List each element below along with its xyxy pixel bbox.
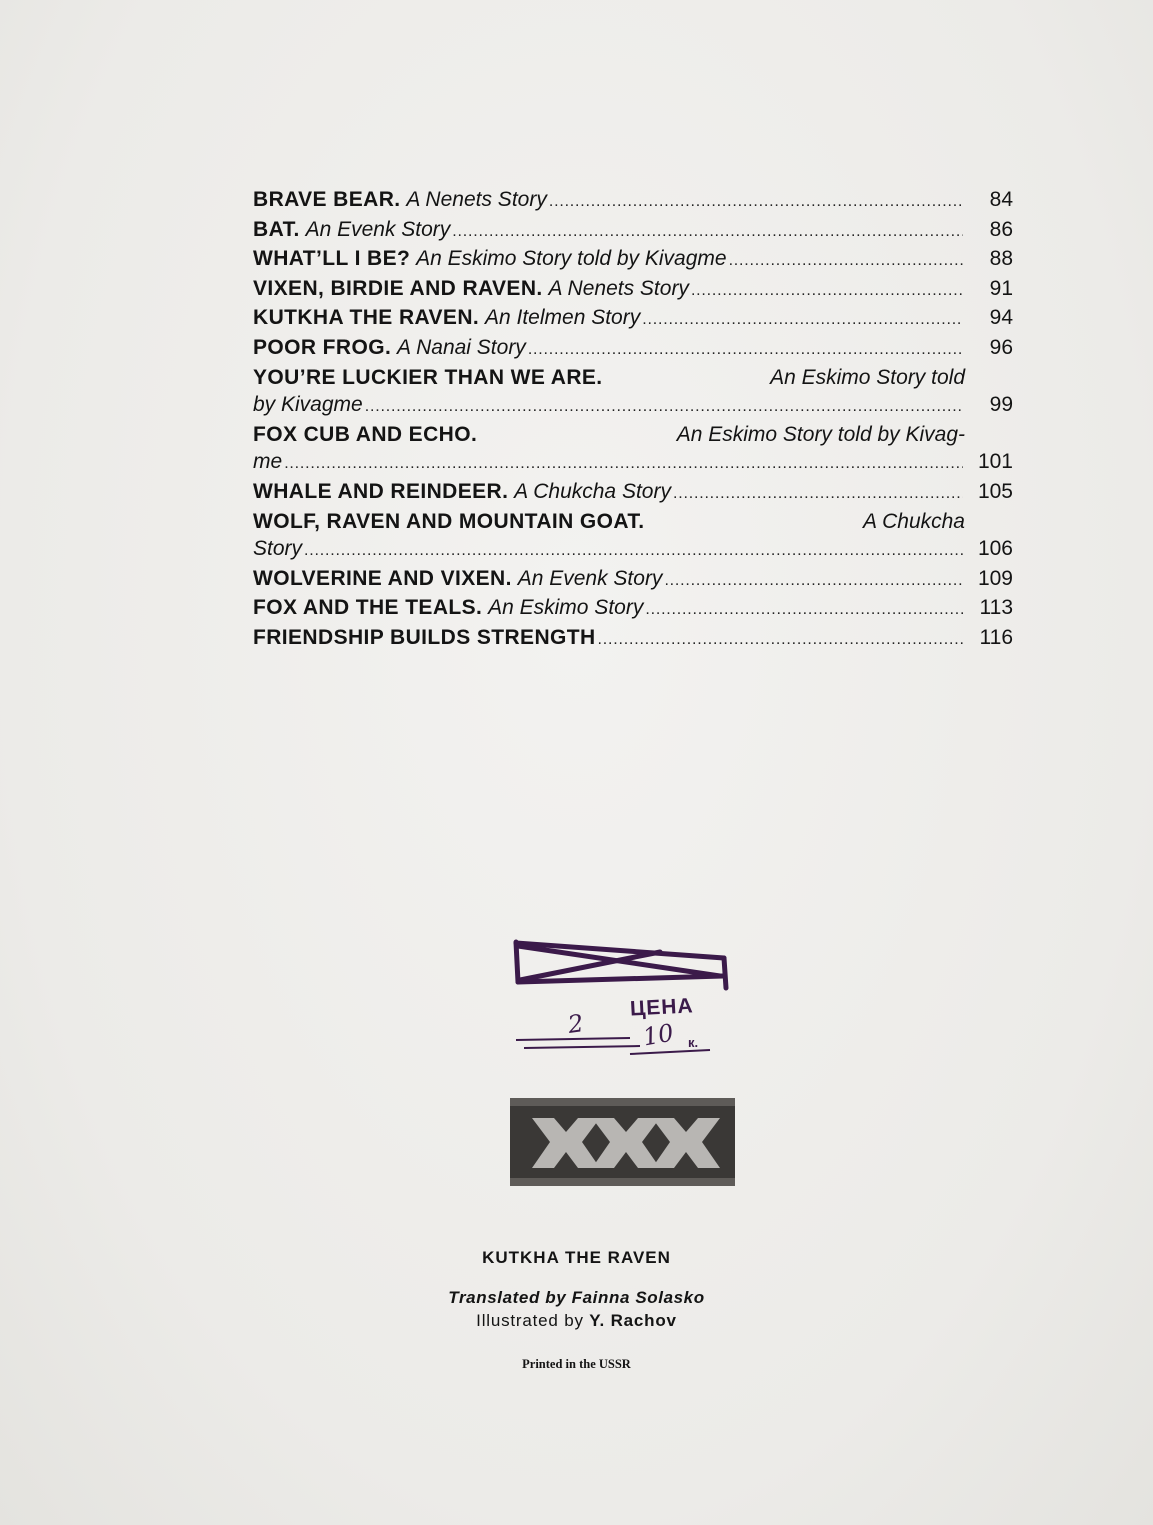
toc-subtitle: An Eskimo Story told bbox=[770, 365, 965, 389]
dot-leader bbox=[673, 480, 963, 508]
toc-title: BAT. bbox=[253, 217, 300, 241]
dot-leader bbox=[642, 306, 963, 334]
toc-subtitle: A Chukcha bbox=[863, 509, 965, 533]
toc-title: FRIENDSHIP BUILDS STRENGTH bbox=[253, 625, 596, 649]
toc-subtitle-continued: by Kivagme bbox=[253, 393, 363, 417]
book-title: KUTKHA THE RAVEN bbox=[482, 1248, 671, 1267]
toc-page-number: 105 bbox=[977, 479, 1013, 503]
table-of-contents bbox=[253, 186, 1013, 654]
toc-title: WOLVERINE AND VIXEN. bbox=[253, 566, 512, 590]
dot-leader bbox=[645, 596, 963, 624]
translator-credit: Translated by Fainna Solasko bbox=[448, 1288, 705, 1307]
toc-entry bbox=[253, 565, 1013, 595]
toc-title: YOU’RE LUCKIER THAN WE ARE. bbox=[253, 365, 603, 389]
toc-entry bbox=[253, 624, 1013, 654]
toc-page-number: 86 bbox=[989, 217, 1013, 241]
dot-leader bbox=[528, 336, 963, 364]
dot-leader bbox=[691, 277, 963, 305]
price-label: ЦЕНА bbox=[629, 994, 695, 1021]
price-stamp-frame bbox=[510, 938, 735, 1068]
toc-title: WHALE AND REINDEER. bbox=[253, 479, 509, 503]
dot-leader bbox=[729, 247, 963, 275]
toc-entry bbox=[253, 245, 1013, 275]
toc-subtitle: An Evenk Story bbox=[517, 566, 663, 590]
toc-subtitle: An Itelmen Story bbox=[484, 306, 641, 330]
toc-entry bbox=[253, 334, 1013, 364]
toc-page-number: 116 bbox=[979, 625, 1013, 649]
kopeck-unit: к. bbox=[688, 1035, 699, 1050]
toc-title: WHAT’LL I BE? bbox=[253, 247, 411, 271]
dot-leader bbox=[304, 537, 963, 565]
toc-page-number: 101 bbox=[977, 450, 1013, 474]
dot-leader bbox=[549, 188, 963, 216]
toc-page-number: 91 bbox=[989, 276, 1013, 300]
toc-title: POOR FROG. bbox=[253, 335, 392, 359]
toc-page-number: 88 bbox=[989, 247, 1013, 271]
dot-leader bbox=[452, 218, 963, 246]
toc-subtitle: A Chukcha Story bbox=[514, 479, 671, 503]
toc-entry bbox=[253, 304, 1013, 334]
toc-entry bbox=[253, 186, 1013, 216]
toc-entry bbox=[253, 275, 1013, 305]
toc-page-number: 109 bbox=[977, 566, 1013, 590]
toc-page-number: 99 bbox=[989, 393, 1013, 417]
toc-entry bbox=[253, 216, 1013, 246]
toc-entry bbox=[253, 508, 1013, 565]
toc-title: FOX CUB AND ECHO. bbox=[253, 422, 478, 446]
toc-subtitle: An Eskimo Story bbox=[488, 596, 644, 620]
illustrator-prefix: Illustrated by bbox=[476, 1311, 584, 1330]
toc-page-number: 113 bbox=[979, 596, 1013, 620]
toc-subtitle: An Evenk Story bbox=[305, 217, 451, 241]
price-rubles: 2 bbox=[566, 1009, 586, 1039]
toc-subtitle-continued: me bbox=[253, 450, 283, 474]
price-stamp bbox=[510, 938, 735, 1068]
toc-subtitle: An Eskimo Story told by Kivag- bbox=[676, 422, 965, 446]
illustrator-name: Y. Rachov bbox=[589, 1311, 677, 1330]
toc-title: WOLF, RAVEN AND MOUNTAIN GOAT. bbox=[253, 509, 645, 533]
dot-leader bbox=[598, 626, 963, 654]
toc-title: VIXEN, BIRDIE AND RAVEN. bbox=[253, 276, 543, 300]
toc-entry bbox=[253, 478, 1013, 508]
dot-leader bbox=[365, 393, 963, 421]
toc-page-number: 94 bbox=[989, 306, 1013, 330]
toc-subtitle: A Nenets Story bbox=[406, 188, 547, 211]
toc-subtitle-continued: Story bbox=[253, 537, 303, 561]
toc-entry bbox=[253, 594, 1013, 624]
toc-subtitle: An Eskimo Story told by Kivagme bbox=[416, 247, 727, 271]
toc-entry bbox=[253, 364, 1013, 421]
toc-page-number: 84 bbox=[989, 188, 1013, 211]
toc-title: KUTKHA THE RAVEN. bbox=[253, 306, 480, 330]
ornament-block bbox=[510, 1098, 735, 1186]
price-kopecks: 10 bbox=[640, 1018, 676, 1052]
toc-page-number: 96 bbox=[989, 335, 1013, 359]
illustrator-credit bbox=[0, 1311, 1153, 1331]
toc-entry bbox=[253, 421, 1013, 478]
toc-page-number: 106 bbox=[977, 537, 1013, 561]
dot-leader bbox=[664, 567, 963, 595]
toc-title: BRAVE BEAR. bbox=[253, 188, 401, 211]
printed-in-note: Printed in the USSR bbox=[522, 1357, 631, 1371]
toc-subtitle: A Nanai Story bbox=[397, 335, 526, 359]
toc-title: FOX AND THE TEALS. bbox=[253, 596, 483, 620]
toc-subtitle: A Nenets Story bbox=[548, 276, 689, 300]
dot-leader bbox=[284, 450, 963, 478]
